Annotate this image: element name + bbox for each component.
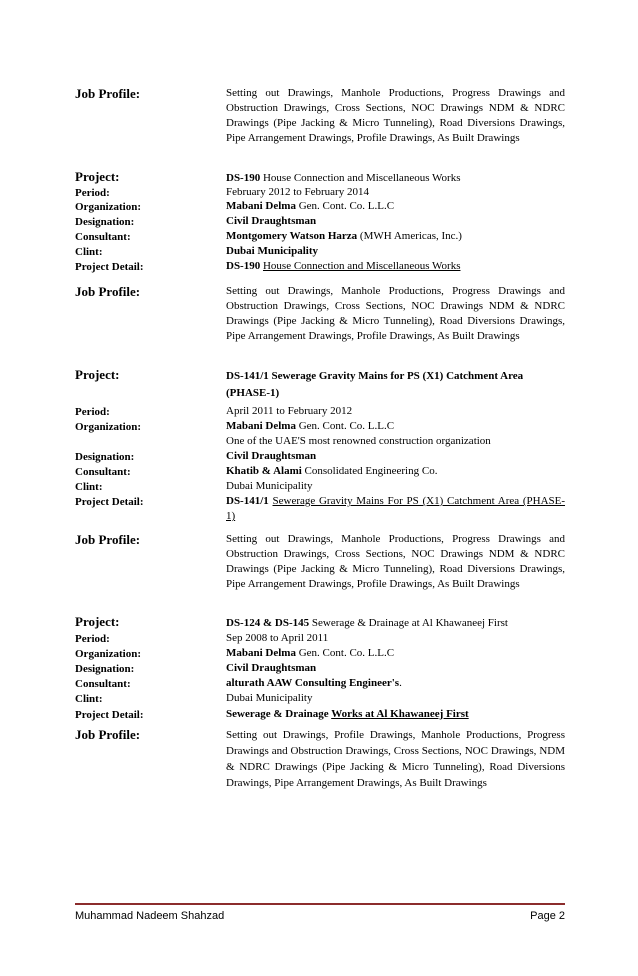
clint-value: Dubai Municipality: [226, 480, 313, 492]
project-title-text: House Connection and Miscellaneous Works: [260, 172, 461, 184]
designation-label: Designation:: [75, 663, 135, 675]
organization-note: One of the UAE'S most renowned construction organization: [226, 435, 491, 447]
project-detail-value: [226, 494, 565, 524]
organization-value: [226, 419, 565, 434]
consultant-label: Consultant:: [75, 678, 131, 690]
period-label: Period:: [75, 187, 110, 199]
organization-value: [226, 199, 565, 214]
consultant-value: [226, 464, 565, 479]
organization-suffix: Gen. Cont. Co. L.L.C: [295, 647, 395, 659]
organization-label: Organization:: [75, 421, 141, 433]
job-profile-text: Setting out Drawings, Manhole Productions, Progress Drawings and Obstruction Drawings, Cross Sections, NOC Drawings NDM & NDRC Drawings (Pipe Jacking & Micro Tunneling), Road Diversions Drawings, Pipe Arrangement Drawings, Profile Drawings, As Built Drawings: [226, 87, 565, 144]
consultant-name: Khatib & Alami: [226, 465, 302, 477]
organization-name: Mabani Delma: [226, 420, 296, 432]
project-detail-label: Project Detail:: [75, 709, 144, 721]
project-detail-text: Sewerage & Drainage: [226, 708, 332, 720]
job-profile-text: Setting out Drawings, Manhole Productions, Progress Drawings and Obstruction Drawings, Cross Sections, NOC Drawings NDM & NDRC Drawings (Pipe Jacking & Micro Tunneling), Road Diversions Drawings, Pipe Arrangement Drawings, Profile Drawings, As Built Drawings: [226, 285, 565, 342]
footer-divider: [75, 903, 565, 905]
project-detail-label: Project Detail:: [75, 261, 144, 273]
period-value: April 2011 to February 2012: [226, 405, 353, 417]
job-profile-label: Job Profile:: [75, 86, 141, 101]
job-profile-label: Job Profile:: [75, 532, 141, 547]
organization-label: Organization:: [75, 201, 141, 213]
project-label: Project:: [75, 169, 120, 184]
clint-label: Clint:: [75, 481, 103, 493]
organization-label: Organization:: [75, 648, 141, 660]
consultant-label: Consultant:: [75, 231, 131, 243]
period-value: Sep 2008 to April 2011: [226, 632, 329, 644]
organization-name: Mabani Delma: [226, 200, 296, 212]
project-code: DS-124 & DS-145: [226, 617, 310, 629]
project-title-text: Sewerage & Drainage at Al Khawaneej First: [309, 617, 508, 629]
project-code: DS-190: [226, 172, 261, 184]
project-detail-text: Sewerage Gravity Mains For PS (X1) Catchment Area (PHASE-1): [226, 495, 566, 522]
clint-value: Dubai Municipality: [226, 692, 313, 704]
project-detail-label: Project Detail:: [75, 496, 144, 508]
organization-suffix: Gen. Cont. Co. L.L.C: [295, 420, 395, 432]
project-label: Project:: [75, 614, 120, 629]
designation-value: Civil Draughtsman: [226, 215, 317, 227]
project-detail-text: House Connection and Miscellaneous Works: [262, 260, 461, 272]
footer-page-number: Page 2: [530, 910, 565, 922]
consultant-suffix: (MWH Americas, Inc.): [357, 230, 462, 242]
clint-label: Clint:: [75, 693, 103, 705]
designation-label: Designation:: [75, 451, 135, 463]
period-label: Period:: [75, 406, 110, 418]
designation-label: Designation:: [75, 216, 135, 228]
job-profile-text: Setting out Drawings, Profile Drawings, Manhole Productions, Progress Drawings and Obstruction Drawings, Cross Sections, NOC Drawings, NDM & NDRC Drawings (Pipe Jacking & Micro Tunneling), Road Diversions Drawings, Pipe Arrangement Drawings, As Built Drawings: [226, 729, 565, 789]
organization-value: [226, 646, 565, 661]
job-profile-text: Setting out Drawings, Manhole Productions, Progress Drawings and Obstruction Drawings, Cross Sections, NOC Drawings NDM & NDRC Drawings (Pipe Jacking & Micro Tunneling), Road Diversions Drawings, Pipe Arrangement Drawings, Profile Drawings, As Built Drawings: [226, 533, 565, 590]
project-detail-code: DS-190: [226, 260, 261, 272]
clint-value: Dubai Municipality: [226, 245, 318, 257]
project-title: [226, 171, 565, 186]
consultant-suffix: Consolidated Engineering Co.: [301, 465, 438, 477]
project-title: [226, 616, 565, 631]
period-value: February 2012 to February 2014: [226, 186, 369, 198]
organization-name: Mabani Delma: [226, 647, 296, 659]
designation-value: Civil Draughtsman: [226, 450, 317, 462]
project-title: DS-141/1 Sewerage Gravity Mains for PS (X1) Catchment Area (PHASE-1): [226, 370, 524, 399]
project-detail-underlined: Works at Al Khawaneej First: [331, 708, 469, 720]
job-profile-label: Job Profile:: [75, 284, 141, 299]
consultant-value: [226, 676, 565, 691]
project-detail-value: [226, 259, 565, 274]
project-detail-code: DS-141/1: [226, 495, 269, 507]
consultant-name: Montgomery Watson Harza: [226, 230, 358, 242]
period-label: Period:: [75, 633, 110, 645]
footer-author-name: Muhammad Nadeem Shahzad: [75, 910, 225, 922]
project-label: Project:: [75, 367, 120, 382]
designation-value: Civil Draughtsman: [226, 662, 317, 674]
clint-label: Clint:: [75, 246, 103, 258]
consultant-name: alturath AAW Consulting Engineer's: [226, 677, 400, 689]
organization-suffix: Gen. Cont. Co. L.L.C: [295, 200, 395, 212]
project-detail-value: [226, 707, 565, 722]
consultant-suffix: .: [399, 677, 402, 689]
consultant-label: Consultant:: [75, 466, 131, 478]
job-profile-label: Job Profile:: [75, 727, 141, 742]
consultant-value: [226, 229, 565, 244]
